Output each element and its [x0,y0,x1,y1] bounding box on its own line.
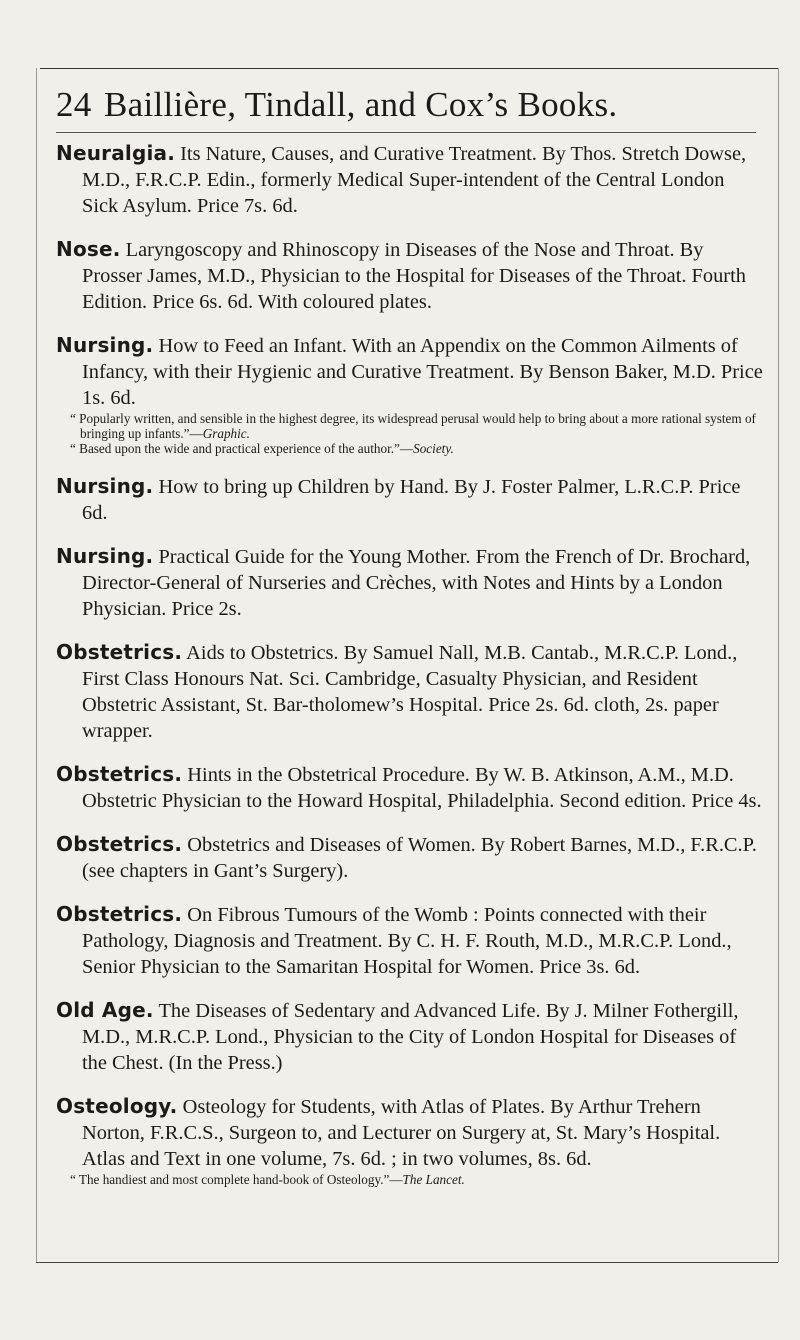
catalogue-entry [56,639,764,744]
entry-keyword: Obstetrics. [56,762,183,786]
catalogue-entry [56,997,764,1076]
entry-keyword: Osteology. [56,1094,178,1118]
entry-keyword: Nursing. [56,544,154,568]
entry-text: The Diseases of Sedentary and Advanced Life. By J. Milner Fothergill, M.D., M.R.C.P. Lond., Physician to the City of London Hospital for Diseases of the Chest. (In the Press.) [82,1000,739,1074]
running-title: Baillière, Tindall, and Cox’s Books. [104,85,618,124]
bottom-border-rule [36,1262,778,1263]
entry-keyword: Nursing. [56,333,154,357]
running-header [56,80,756,130]
catalogue-entries [56,140,764,1204]
entry-text: Aids to Obstetrics. By Samuel Nall, M.B. Cantab., M.R.C.P. Lond., First Class Honours Nat. Sci. Cambridge, Casualty Physician, and Resident Obstetric Assistant, St. Bar-tholomew’s Hospital. Price 2s. 6d. cloth, 2s. paper wrapper. [82,642,738,742]
entry-text: Laryngoscopy and Rhinoscopy in Diseases of the Nose and Throat. By Prosser James, M.D., Physician to the Hospital for Diseases of the Throat. Fourth Edition. Price 6s. 6d. With coloured plates. [82,239,746,313]
entry-text: Obstetrics and Diseases of Women. By Robert Barnes, M.D., F.R.C.P. (see chapters in Gant’s Surgery). [82,834,757,882]
entry-text: Practical Guide for the Young Mother. From the French of Dr. Brochard, Director-General of Nurseries and Crèches, with Notes and Hints by a London Physician. Price 2s. [82,546,751,620]
catalogue-entry [56,901,764,980]
quote-text: “ Based upon the wide and practical experience of the author.”— [70,441,414,456]
catalogue-entry [56,332,764,456]
catalogue-entry [56,1093,764,1187]
catalogue-entry [56,473,764,526]
quote-text: “ Popularly written, and sensible in the highest degree, its widespread perusal would help to bring about a more rational system of bringing up infants.”— [70,411,756,441]
right-border-line [778,68,779,1262]
entry-text: Its Nature, Causes, and Curative Treatment. By Thos. Stretch Dowse, M.D., F.R.C.P. Edin., formerly Medical Super-intendent of the Central London Sick Asylum. Price 7s. 6d. [82,143,747,217]
entry-keyword: Neuralgia. [56,141,176,165]
quote-source: Graphic. [202,426,250,441]
header-rule [56,132,756,133]
entry-text: On Fibrous Tumours of the Womb : Points connected with their Pathology, Diagnosis and Treatment. By C. H. F. Routh, M.D., M.R.C.P. Lond., Senior Physician to the Samaritan Hospital for Women. Price 3s. 6d. [82,904,732,978]
entry-keyword: Obstetrics. [56,832,183,856]
entry-keyword: Nursing. [56,474,154,498]
review-quote [56,441,764,456]
catalogue-entry [56,543,764,622]
entry-text: Hints in the Obstetrical Procedure. By W. B. Atkinson, A.M., M.D. Obstetric Physician to the Howard Hospital, Philadelphia. Second edition. Price 4s. [82,764,762,812]
review-quote [56,411,764,441]
review-quote [56,1172,764,1187]
entry-keyword: Obstetrics. [56,902,183,926]
entry-text: How to Feed an Infant. With an Appendix on the Common Ailments of Infancy, with their Hygienic and Curative Treatment. By Benson Baker, M.D. Price 1s. 6d. [82,335,763,409]
catalogue-entry [56,831,764,884]
catalogue-entry [56,140,764,219]
quote-text: “ The handiest and most complete hand-book of Osteology.”— [70,1172,403,1187]
catalogue-entry [56,236,764,315]
entry-keyword: Old Age. [56,998,154,1022]
entry-text: Osteology for Students, with Atlas of Plates. By Arthur Trehern Norton, F.R.C.S., Surgeon to, and Lecturer on Surgery at, St. Mary’s Hospital. Atlas and Text in one volume, 7s. 6d. ; in two volumes, 8s. 6d. [82,1096,721,1170]
top-border-rule [40,68,778,69]
quote-source: The Lancet. [402,1172,465,1187]
entry-keyword: Obstetrics. [56,640,183,664]
quote-source: Society. [413,441,454,456]
entry-keyword: Nose. [56,237,121,261]
page-number: 24 [56,85,92,124]
entry-text: How to bring up Children by Hand. By J. Foster Palmer, L.R.C.P. Price 6d. [82,476,741,524]
catalogue-entry [56,761,764,814]
left-border-line [36,68,37,1262]
